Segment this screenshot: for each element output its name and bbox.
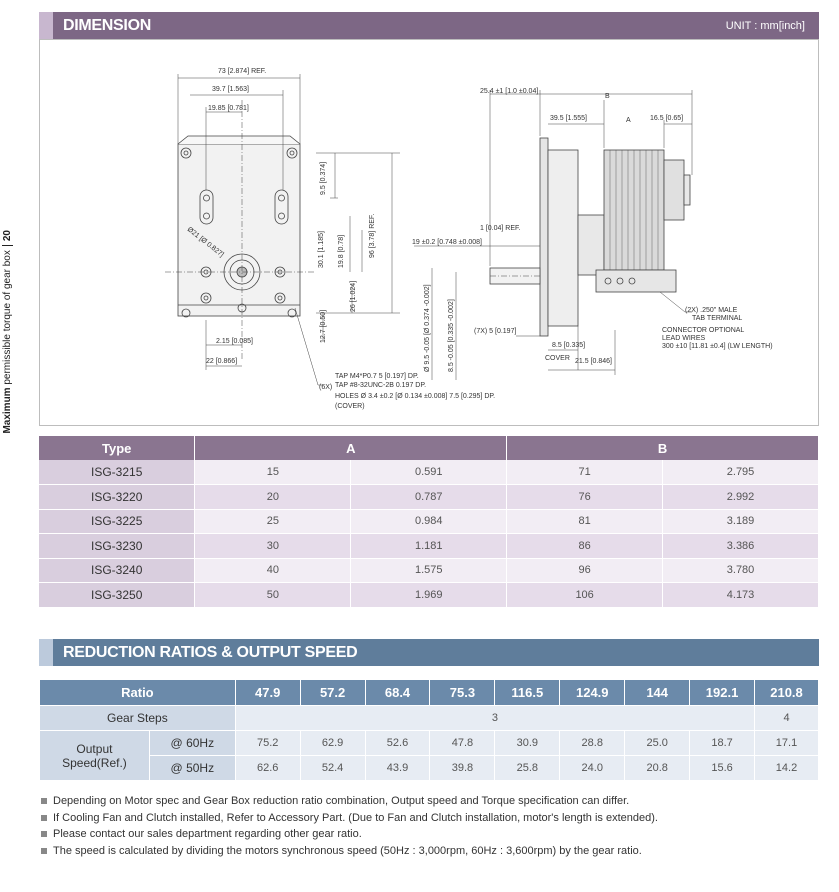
header-b: B bbox=[507, 436, 819, 460]
gear-steps-3: 3 bbox=[235, 706, 754, 731]
dim-21-dia: Ø21 [Ø 0.827] bbox=[185, 226, 225, 259]
hz50-speed-cell: 25.8 bbox=[495, 756, 560, 781]
note-item bbox=[41, 843, 821, 860]
bullet-square-icon bbox=[41, 798, 47, 804]
ratio-value: 68.4 bbox=[365, 680, 430, 706]
value-cell: 3.189 bbox=[663, 509, 819, 534]
gear-steps-4: 4 bbox=[755, 706, 819, 731]
hz60-speed-cell: 47.8 bbox=[430, 731, 495, 756]
tap-note-2: TAP #8-32UNC-2B 0.197 DP. bbox=[335, 382, 427, 389]
value-cell: 50 bbox=[195, 583, 351, 608]
ratio-value: 124.9 bbox=[560, 680, 625, 706]
tap-note-4: (COVER) bbox=[335, 403, 365, 410]
type-cell: ISG-3225 bbox=[39, 509, 195, 534]
technical-drawing-svg bbox=[40, 40, 820, 427]
type-cell: ISG-3240 bbox=[39, 558, 195, 583]
side-view bbox=[414, 90, 692, 380]
dim-7x: (7X) 5 [0.197] bbox=[474, 328, 517, 335]
hz60-speed-cell: 75.2 bbox=[235, 731, 300, 756]
dimension-drawing bbox=[39, 39, 819, 426]
type-dimension-table bbox=[39, 436, 819, 608]
unit-label: UNIT : mm[inch] bbox=[725, 19, 805, 32]
note-item bbox=[41, 826, 821, 843]
connector-note-1: CONNECTOR OPTIONAL bbox=[662, 327, 745, 334]
dim-19-8: 19.8 [0.78] bbox=[338, 234, 345, 268]
type-table-header bbox=[39, 436, 819, 460]
speed-60hz-row bbox=[40, 731, 819, 756]
tab-note-1: (2X) .250" MALE bbox=[685, 307, 738, 314]
header-a: A bbox=[195, 436, 507, 460]
output-label-1: Output bbox=[76, 741, 113, 756]
hz50-speed-cell: 14.2 bbox=[755, 756, 819, 781]
hz60-speed-cell: 62.9 bbox=[300, 731, 365, 756]
ratio-value: 75.3 bbox=[430, 680, 495, 706]
table-row bbox=[39, 534, 819, 559]
note-text: The speed is calculated by dividing the motors synchronous speed (50Hz : 3,000rpm, 60Hz : 3,600rpm) by the gear ratio. bbox=[53, 844, 642, 857]
mount-plate bbox=[540, 138, 548, 336]
hz60-speed-cell: 17.1 bbox=[755, 731, 819, 756]
gear-steps-row bbox=[40, 706, 819, 731]
side-page-label bbox=[2, 230, 16, 440]
output-label-2: Speed(Ref.) bbox=[62, 755, 127, 770]
dim-25-4: 25.4 ±1 [1.0 ±0.04] bbox=[480, 88, 539, 95]
dim-19-85: 19.85 [0.781] bbox=[208, 105, 249, 112]
dim-30-1: 30.1 [1.185] bbox=[318, 231, 325, 268]
note-text: Depending on Motor spec and Gear Box reduction ratio combination, Output speed and Torque specification can differ. bbox=[53, 795, 630, 808]
hz60-speed-cell: 25.0 bbox=[625, 731, 690, 756]
dim-1-ref: 1 [0.04] REF. bbox=[480, 225, 521, 232]
dim-12-7: 12.7 [0.50] bbox=[320, 309, 327, 343]
gearbox-top-edge bbox=[178, 136, 300, 144]
gear-steps-label: Gear Steps bbox=[40, 706, 236, 731]
value-cell: 76 bbox=[507, 485, 663, 510]
note-text: If Cooling Fan and Clutch installed, Refer to Accessory Part. (Due to Fan and Clutch installation, motor's length is extended). bbox=[53, 811, 658, 824]
type-cell: ISG-3215 bbox=[39, 460, 195, 485]
type-cell: ISG-3250 bbox=[39, 583, 195, 608]
table-row bbox=[39, 460, 819, 485]
dim-19: 19 ±0.2 [0.748 ±0.008] bbox=[412, 239, 482, 246]
hz60-speed-cell: 28.8 bbox=[560, 731, 625, 756]
dim-39-5: 39.5 [1.555] bbox=[550, 115, 587, 122]
gear-housing bbox=[548, 150, 578, 326]
type-cell: ISG-3220 bbox=[39, 485, 195, 510]
cover-label: COVER bbox=[545, 355, 570, 362]
terminal-block bbox=[596, 270, 676, 292]
dim-22: 22 [0.866] bbox=[206, 358, 238, 365]
dim-26: 26 [1.024] bbox=[350, 280, 357, 312]
dim-9-5: 9.5 [0.374] bbox=[320, 161, 327, 195]
ratio-value: 116.5 bbox=[495, 680, 560, 706]
dimension-title: DIMENSION bbox=[63, 16, 151, 34]
value-cell: 15 bbox=[195, 460, 351, 485]
tab-note-2: TAB TERMINAL bbox=[692, 315, 743, 322]
ratio-row bbox=[40, 680, 819, 706]
bullet-square-icon bbox=[41, 848, 47, 854]
dim-8-5: 8.5 -0.05 [0.335 -0.002] bbox=[448, 299, 455, 372]
page-number: 20 bbox=[2, 230, 13, 246]
hz50-label: @ 50Hz bbox=[149, 756, 235, 781]
dimension-header bbox=[39, 12, 819, 39]
hz50-speed-cell: 24.0 bbox=[560, 756, 625, 781]
dim-16-5: 16.5 [0.65] bbox=[650, 115, 684, 122]
value-cell: 3.386 bbox=[663, 534, 819, 559]
note-item bbox=[41, 793, 821, 810]
value-cell: 25 bbox=[195, 509, 351, 534]
value-cell: 86 bbox=[507, 534, 663, 559]
dim-b: B bbox=[605, 93, 610, 100]
value-cell: 1.575 bbox=[351, 558, 507, 583]
table-row bbox=[39, 509, 819, 534]
value-cell: 1.181 bbox=[351, 534, 507, 559]
dim-73: 73 [2.874] REF. bbox=[218, 68, 267, 75]
hz60-label: @ 60Hz bbox=[149, 731, 235, 756]
type-cell: ISG-3230 bbox=[39, 534, 195, 559]
dim-39-7: 39.7 [1.563] bbox=[212, 86, 249, 93]
hz50-speed-cell: 15.6 bbox=[690, 756, 755, 781]
side-label-rest: permissible torque of gear box bbox=[2, 250, 13, 388]
dim-a: A bbox=[626, 117, 631, 124]
value-cell: 2.992 bbox=[663, 485, 819, 510]
value-cell: 106 bbox=[507, 583, 663, 608]
tap-note-6x: (6X) bbox=[319, 384, 333, 391]
hz50-speed-cell: 43.9 bbox=[365, 756, 430, 781]
hz50-speed-cell: 39.8 bbox=[430, 756, 495, 781]
header-accent bbox=[39, 639, 53, 666]
front-view bbox=[165, 74, 400, 385]
ratio-label: Ratio bbox=[40, 680, 236, 706]
value-cell: 96 bbox=[507, 558, 663, 583]
hz50-speed-cell: 20.8 bbox=[625, 756, 690, 781]
dim-2-15: 2.15 [0.085] bbox=[216, 338, 253, 345]
value-cell: 1.969 bbox=[351, 583, 507, 608]
value-cell: 20 bbox=[195, 485, 351, 510]
reduction-header bbox=[39, 639, 819, 666]
note-item bbox=[41, 810, 821, 827]
speed-50hz-row bbox=[40, 756, 819, 781]
header-accent bbox=[39, 12, 53, 39]
header-type: Type bbox=[39, 436, 195, 460]
notes-list bbox=[41, 793, 821, 859]
table-row bbox=[39, 485, 819, 510]
reduction-ratio-table bbox=[39, 679, 819, 781]
table-row bbox=[39, 558, 819, 583]
connector-note-3: 300 ±10 [11.81 ±0.4] (LW LENGTH) bbox=[662, 343, 773, 350]
value-cell: 4.173 bbox=[663, 583, 819, 608]
hz60-speed-cell: 30.9 bbox=[495, 731, 560, 756]
connector-note-2: LEAD WIRES bbox=[662, 335, 706, 342]
value-cell: 40 bbox=[195, 558, 351, 583]
value-cell: 2.795 bbox=[663, 460, 819, 485]
tap-note-3: HOLES Ø 3.4 ±0.2 [Ø 0.134 ±0.008] 7.5 [0.295] DP. bbox=[335, 393, 496, 400]
reduction-title: REDUCTION RATIOS & OUTPUT SPEED bbox=[63, 643, 358, 661]
dim-9-5-dia: Ø 9.5 -0.05 [Ø 0.374 -0.002] bbox=[424, 284, 431, 372]
value-cell: 3.780 bbox=[663, 558, 819, 583]
side-label-bold: Maximum bbox=[2, 387, 13, 434]
dim-21-5: 21.5 [0.846] bbox=[575, 358, 612, 365]
ratio-value: 144 bbox=[625, 680, 690, 706]
value-cell: 30 bbox=[195, 534, 351, 559]
value-cell: 0.591 bbox=[351, 460, 507, 485]
bullet-square-icon bbox=[41, 815, 47, 821]
table-row bbox=[39, 583, 819, 608]
bullet-square-icon bbox=[41, 831, 47, 837]
note-text: Please contact our sales department regarding other gear ratio. bbox=[53, 828, 362, 841]
output-speed-label bbox=[40, 731, 150, 781]
value-cell: 71 bbox=[507, 460, 663, 485]
tap-note-1: TAP M4*P0.7 5 [0.197] DP. bbox=[335, 373, 419, 380]
hz60-speed-cell: 52.6 bbox=[365, 731, 430, 756]
ratio-value: 57.2 bbox=[300, 680, 365, 706]
value-cell: 81 bbox=[507, 509, 663, 534]
ratio-value: 192.1 bbox=[690, 680, 755, 706]
hz50-speed-cell: 52.4 bbox=[300, 756, 365, 781]
ratio-value: 210.8 bbox=[755, 680, 819, 706]
hz50-speed-cell: 62.6 bbox=[235, 756, 300, 781]
value-cell: 0.984 bbox=[351, 509, 507, 534]
value-cell: 0.787 bbox=[351, 485, 507, 510]
dim-96: 96 [3.78] REF. bbox=[369, 213, 376, 258]
ratio-value: 47.9 bbox=[235, 680, 300, 706]
hz60-speed-cell: 18.7 bbox=[690, 731, 755, 756]
dim-8-5-cover: 8.5 [0.335] bbox=[552, 342, 586, 349]
